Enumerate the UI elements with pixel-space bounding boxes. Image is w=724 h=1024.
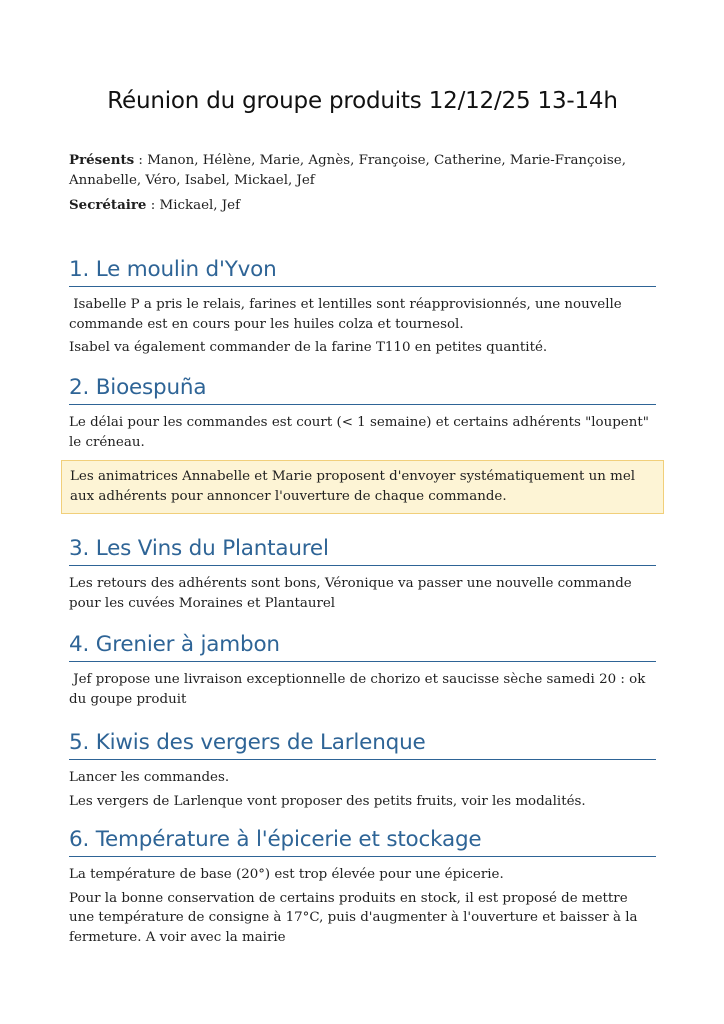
attendees-value: : Manon, Hélène, Marie, Agnès, Françoise, Catherine, Marie-Françoise, Annabelle, Véro, Isabel, Mickael, Jef bbox=[69, 153, 626, 188]
paragraph: Les retours des adhérents sont bons, Véronique va passer une nouvelle commande pour les cuvées Moraines et Plantaurel bbox=[69, 576, 632, 611]
meeting-info bbox=[69, 150, 656, 220]
paragraph: Pour la bonne conservation de certains produits en stock, il est proposé de mettre une température de consigne à 17°C, puis d'augmenter à l'ouverture et baisser à la fermeture. A voir avec la mairie bbox=[69, 890, 638, 945]
attendees-label: Présents bbox=[69, 152, 135, 168]
highlight-callout: Les animatrices Annabelle et Marie proposent d'envoyer systématiquement un mel aux adhérents pour annoncer l'ouverture de chaque commande. bbox=[61, 460, 664, 514]
paragraph: La température de base (20°) est trop élevée pour une épicerie. bbox=[69, 867, 504, 882]
paragraph: Isabel va également commander de la farine T110 en petites quantité. bbox=[69, 340, 548, 355]
section-bioespuna bbox=[69, 374, 656, 514]
section-kiwis-larlenque bbox=[69, 729, 656, 815]
section-body bbox=[69, 574, 656, 613]
section-vins-plantaurel bbox=[69, 535, 656, 617]
paragraph: Jef propose une livraison exceptionnelle de chorizo et saucisse sèche samedi 20 : ok du goupe produit bbox=[69, 672, 650, 707]
section-moulin-yvon bbox=[69, 256, 656, 362]
secretary-value: : Mickael, Jef bbox=[146, 198, 241, 213]
section-body bbox=[69, 768, 656, 811]
section-heading: 6. Température à l'épicerie et stockage bbox=[69, 826, 656, 857]
secretary-label: Secrétaire bbox=[69, 197, 147, 213]
section-body bbox=[69, 295, 656, 358]
section-heading: 5. Kiwis des vergers de Larlenque bbox=[69, 729, 656, 760]
section-heading: 4. Grenier à jambon bbox=[69, 631, 656, 662]
page-title: Réunion du groupe produits 12/12/25 13-14h bbox=[107, 88, 618, 114]
paragraph: Les vergers de Larlenque vont proposer des petits fruits, voir les modalités. bbox=[69, 793, 586, 809]
paragraph: Lancer les commandes. bbox=[69, 770, 230, 785]
secretary-line bbox=[69, 195, 656, 216]
section-temperature-stockage bbox=[69, 826, 656, 951]
section-grenier-jambon bbox=[69, 631, 656, 713]
section-heading: 3. Les Vins du Plantaurel bbox=[69, 535, 656, 566]
section-heading: 1. Le moulin d'Yvon bbox=[69, 256, 656, 287]
section-body bbox=[69, 865, 656, 947]
paragraph: Le délai pour les commandes est court (< 1 semaine) et certains adhérents "loupent" le créneau. bbox=[69, 415, 649, 450]
section-body bbox=[69, 670, 656, 709]
paragraph: Isabelle P a pris le relais, farines et lentilles sont réapprovisionnés, une nouvelle commande est en cours pour les huiles colza et tournesol. bbox=[69, 297, 626, 332]
attendees-line bbox=[69, 150, 656, 191]
section-heading: 2. Bioespuña bbox=[69, 374, 656, 405]
section-body bbox=[69, 413, 656, 452]
